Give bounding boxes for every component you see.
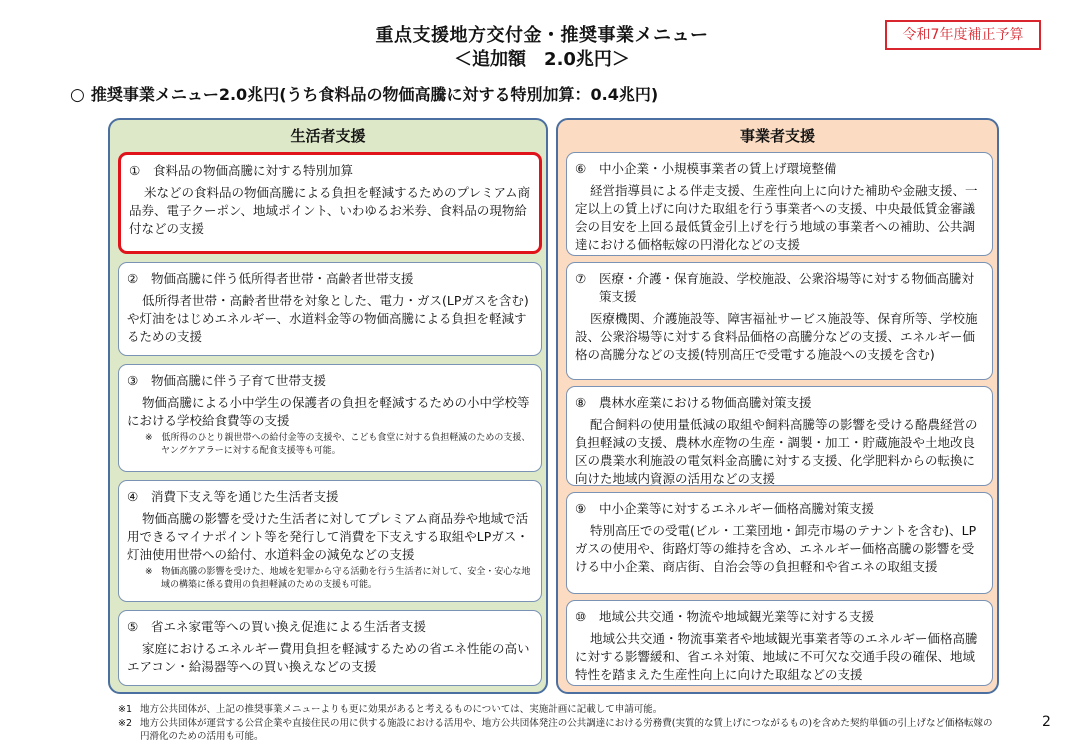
card-number: ③ (127, 373, 139, 388)
card-title: 消費下支え等を通じた生活者支援 (151, 489, 339, 504)
card-title: 中小企業・小規模事業者の賃上げ環境整備 (599, 161, 837, 176)
consumer-support-panel (108, 118, 548, 694)
card-body: 物価高騰の影響を受けた生活者に対してプレミアム商品券や地域で活用できるマイナポイント等を発行して消費を下支えする取組やLPガス・灯油使用世帯への給付、水道料金の減免などの支援 (127, 511, 529, 562)
menu-card-8 (566, 386, 993, 486)
page-title: 重点支援地方交付金・推奨事業メニュー (375, 25, 709, 46)
menu-card-5 (118, 610, 542, 686)
card-body: 地域公共交通・物流事業者や地域観光事業者等のエネルギー価格高騰に対する影響緩和、省エネ対策、地域に不可欠な交通手段の確保、地域特性を踏まえた生産性向上に向けた取組などの支援 (575, 631, 978, 682)
card-title: 食料品の物価高騰に対する特別加算 (153, 163, 354, 178)
section-heading-text: 推奨事業メニュー2.0兆円(うち食料品の物価高騰に対する特別加算：0.4兆円) (90, 85, 659, 104)
card-body: 特別高圧での受電(ビル・工業団地・卸売市場のテナントを含む)、LPガスの使用や、街路灯等の維持を含め、エネルギー価格高騰の影響を受ける中小企業、商店街、自治会等の負担軽和や省エネの取組支援 (575, 523, 977, 574)
panel-title: 事業者支援 (739, 127, 815, 145)
footnote-1 (118, 703, 1018, 716)
card-note: ※ 低所得のひとり親世帯への給付金等の支援や、こども食堂に対する負担軽減のための支援、ヤングケアラーに対する配食支援等も可能。 (145, 433, 531, 456)
card-number: ⑦ (575, 271, 587, 286)
card-title: 省エネ家電等への買い換え促進による生活者支援 (151, 619, 427, 634)
menu-card-7 (566, 262, 993, 380)
footnote-text: 地方公共団体が運営する公営企業や直接住民の用に供する施設における活用や、地方公共団体発注の公共調達における労務費(実質的な賃上げにつながるもの)を含めた契約単価の引上げなど価格転嫁の円滑化のための活用も可能。 (140, 718, 993, 742)
card-number: ⑥ (575, 161, 587, 176)
circle-bullet-icon: ○ (70, 85, 85, 105)
budget-badge: 令和7年度補正予算 (885, 20, 1041, 50)
card-number: ⑩ (575, 609, 587, 624)
card-title: 農林水産業における物価高騰対策支援 (599, 395, 812, 410)
card-body: 家庭におけるエネルギー費用負担を軽減するための省エネ性能の高いエアコン・給湯器等への買い換えなどの支援 (127, 641, 530, 674)
section-heading (70, 84, 658, 106)
card-body: 米などの食料品の物価高騰による負担を軽減するためのプレミアム商品券、電子クーポン、地域ポイント、いわゆるお米券、食料品の現物給付などの支援 (129, 185, 531, 236)
footnote-2 (118, 717, 998, 743)
card-body: 医療機関、介護施設等、障害福祉サービス施設等、保育所等、学校施設、公衆浴場等に対する食料品価格の高騰分などの支援、エネルギー価格の高騰分などの支援(特別高圧で受電する施設への支援を含む) (575, 311, 978, 362)
card-note: ※ 物価高騰の影響を受けた、地域を犯罪から守る活動を行う生活者に対して、安全・安心な地域の構築に係る費用の負担軽減のための支援も可能。 (145, 567, 531, 590)
card-number: ④ (127, 489, 139, 504)
card-body: 低所得者世帯・高齢者世帯を対象とした、電力・ガス(LPガスを含む)や灯油をはじめエネルギー、水道料金等の物価高騰による負担を軽減するための支援 (127, 293, 529, 344)
card-number: ⑤ (127, 619, 139, 634)
card-body: 経営指導員による伴走支援、生産性向上に向けた補助や金融支援、一定以上の賃上げに向けた取組を行う事業者への支援、中央最低賃金審議会の目安を上回る最低賃金引上げを行う地域の事業者への補助、公共調達における価格転嫁の円滑化などの支援 (575, 183, 978, 252)
card-title: 医療・介護・保育施設、学校施設、公衆浴場等に対する物価高騰対策支援 (599, 271, 975, 304)
menu-card-3 (118, 364, 542, 472)
card-body: 配合飼料の使用量低減の取組や飼料高騰等の影響を受ける酪農経営の負担軽減の支援、農林水産物の生産・調製・加工・貯蔵施設や土地改良区の農業水利施設の電気料金高騰に対する支援、化学肥料からの転換に向けた地域内資源の活用などの支援 (575, 417, 978, 486)
menu-card-2 (118, 262, 542, 356)
menu-card-9 (566, 492, 993, 594)
footnote-mark: ※1 (118, 704, 133, 715)
footnote-mark: ※2 (118, 718, 133, 729)
panel-title: 生活者支援 (290, 127, 366, 145)
card-title: 物価高騰に伴う低所得者世帯・高齢者世帯支援 (151, 271, 414, 286)
page-subtitle: ＜追加額 2.0兆円＞ (454, 49, 630, 70)
menu-card-10 (566, 600, 993, 686)
footnote-text: 地方公共団体が、上記の推奨事業メニューよりも更に効果があると考えるものについては、実施計画に記載して申請可能。 (140, 704, 663, 715)
menu-card-4 (118, 480, 542, 602)
business-support-panel (556, 118, 999, 694)
card-title: 地域公共交通・物流や地域観光業等に対する支援 (599, 609, 875, 624)
card-title: 中小企業等に対するエネルギー価格高騰対策支援 (599, 501, 875, 516)
menu-card-6 (566, 152, 993, 256)
card-number: ⑨ (575, 501, 587, 516)
page-number: 2 (1042, 714, 1051, 730)
menu-card-1 (118, 152, 542, 254)
card-title: 物価高騰に伴う子育て世帯支援 (151, 373, 327, 388)
card-body: 物価高騰による小中学生の保護者の負担を軽減するための小中学校等における学校給食費等の支援 (127, 395, 530, 428)
card-number: ① (129, 163, 141, 178)
card-number: ② (127, 271, 139, 286)
card-number: ⑧ (575, 395, 587, 410)
